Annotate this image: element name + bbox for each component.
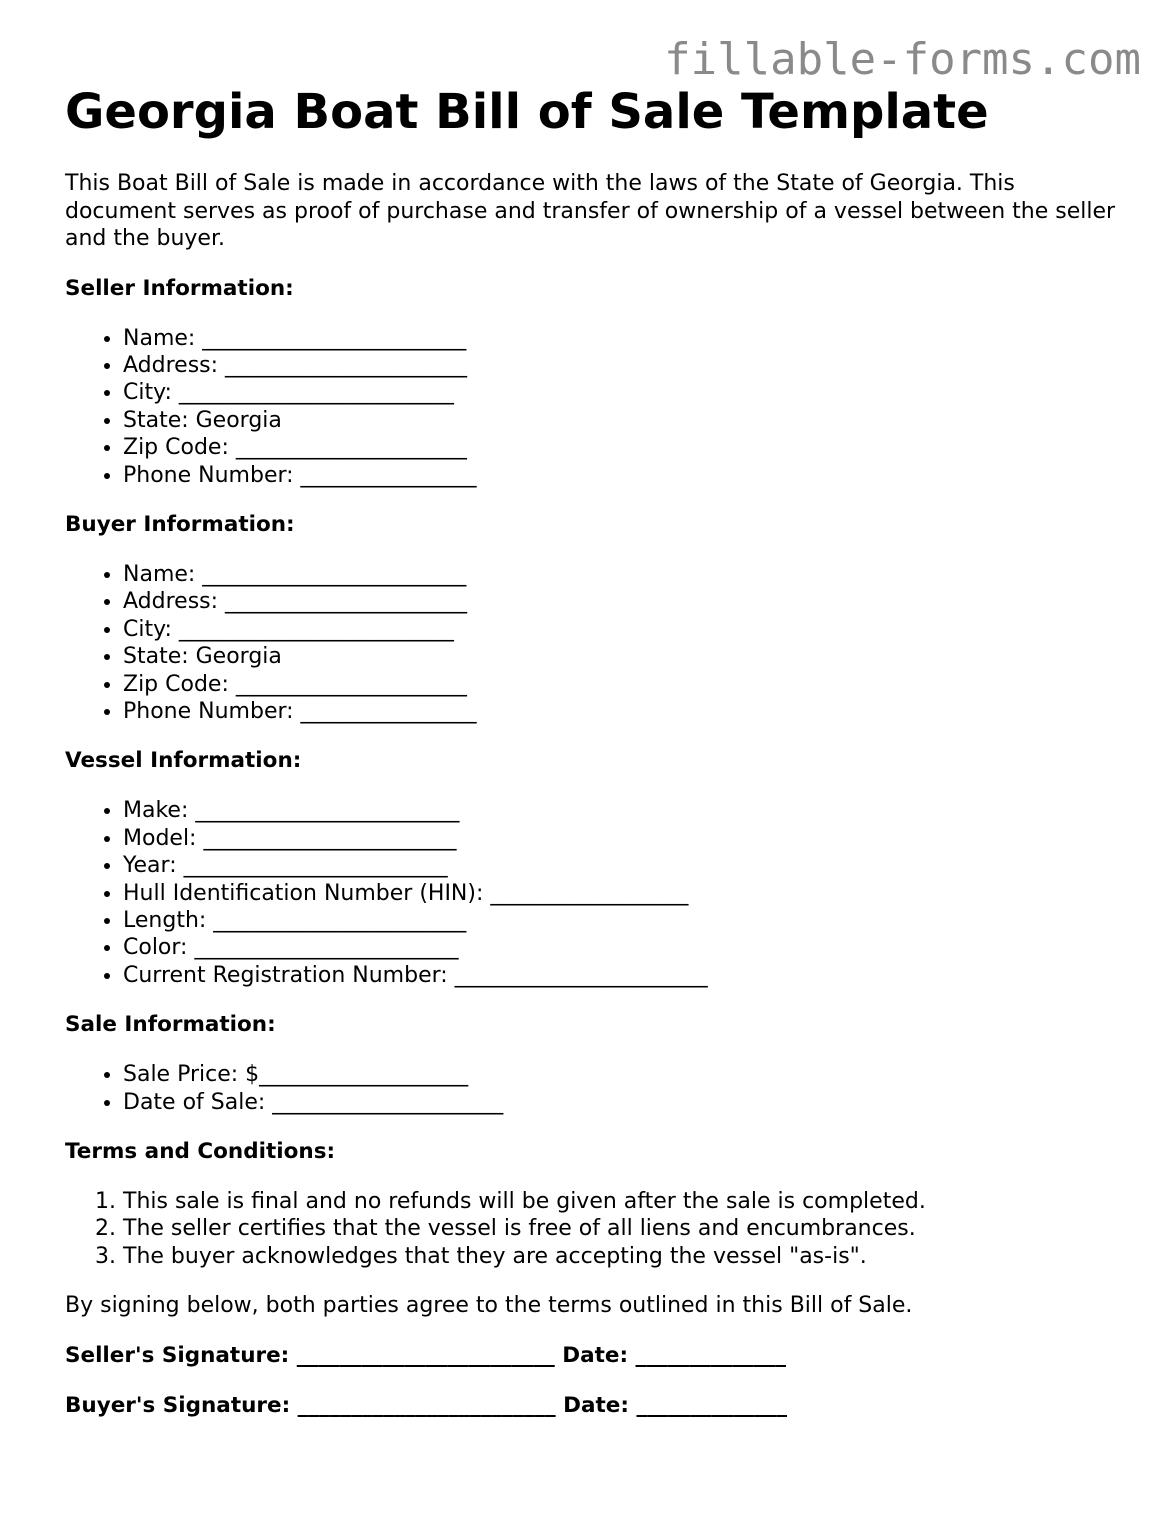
vessel-year-field[interactable]: • Year: ________________________ (123, 852, 1125, 879)
buyer-zip-field[interactable]: • Zip Code: _____________________ (123, 671, 1125, 698)
terms-list (65, 1188, 1125, 1270)
seller-phone-field[interactable]: • Phone Number: ________________ (123, 462, 1125, 489)
vessel-hin-field[interactable]: • Hull Identification Number (HIN): __________________ (123, 880, 1125, 907)
sale-list (65, 1061, 1125, 1116)
seller-list (65, 325, 1125, 489)
vessel-color-field[interactable]: • Color: ________________________ (123, 934, 1125, 961)
buyer-heading: Buyer Information: (65, 511, 295, 537)
terms-item: 2. The seller certifies that the vessel is free of all liens and encumbrances. (123, 1215, 1125, 1242)
seller-zip-field[interactable]: • Zip Code: _____________________ (123, 434, 1125, 461)
buyer-address-field[interactable]: • Address: ______________________ (123, 588, 1125, 615)
seller-city-field[interactable]: • City: _________________________ (123, 379, 1125, 406)
intro-paragraph: This Boat Bill of Sale is made in accordance with the laws of the State of Georgia. This document serves as proof of purchase and transfer of ownership of a vessel between the seller and the buyer. (65, 171, 1116, 251)
vessel-registration-field[interactable]: • Current Registration Number: _______________________ (123, 962, 1125, 989)
terms-item: 3. The buyer acknowledges that they are accepting the vessel "as-is". (123, 1243, 1125, 1270)
vessel-length-field[interactable]: • Length: _______________________ (123, 907, 1125, 934)
vessel-make-field[interactable]: • Make: ________________________ (123, 797, 1125, 824)
buyer-list (65, 561, 1125, 725)
vessel-model-field[interactable]: • Model: _______________________ (123, 825, 1125, 852)
buyer-city-field[interactable]: • City: _________________________ (123, 616, 1125, 643)
document-body (65, 84, 1125, 1420)
page-title: Georgia Boat Bill of Sale Template (65, 84, 989, 140)
seller-name-field[interactable]: • Name: ________________________ (123, 325, 1125, 352)
sale-price-field[interactable]: • Sale Price: $___________________ (123, 1061, 1125, 1088)
buyer-signature-line[interactable]: Buyer's Signature: ________________________ Date: ______________ (65, 1393, 787, 1419)
watermark: fillable-forms.com (664, 34, 1141, 85)
sale-date-field[interactable]: • Date of Sale: _____________________ (123, 1089, 1125, 1116)
seller-heading: Seller Information: (65, 275, 294, 301)
seller-address-field[interactable]: • Address: ______________________ (123, 352, 1125, 379)
vessel-heading: Vessel Information: (65, 748, 302, 774)
seller-state: • State: Georgia (123, 407, 1125, 434)
sale-heading: Sale Information: (65, 1012, 276, 1038)
closing-statement: By signing below, both parties agree to the terms outlined in this Bill of Sale. (65, 1293, 913, 1319)
buyer-state: • State: Georgia (123, 643, 1125, 670)
terms-heading: Terms and Conditions: (65, 1139, 336, 1165)
buyer-name-field[interactable]: • Name: ________________________ (123, 561, 1125, 588)
vessel-list (65, 797, 1125, 989)
buyer-phone-field[interactable]: • Phone Number: ________________ (123, 698, 1125, 725)
seller-signature-line[interactable]: Seller's Signature: ________________________ Date: ______________ (65, 1343, 787, 1369)
terms-item: 1. This sale is final and no refunds will be given after the sale is completed. (123, 1188, 1125, 1215)
